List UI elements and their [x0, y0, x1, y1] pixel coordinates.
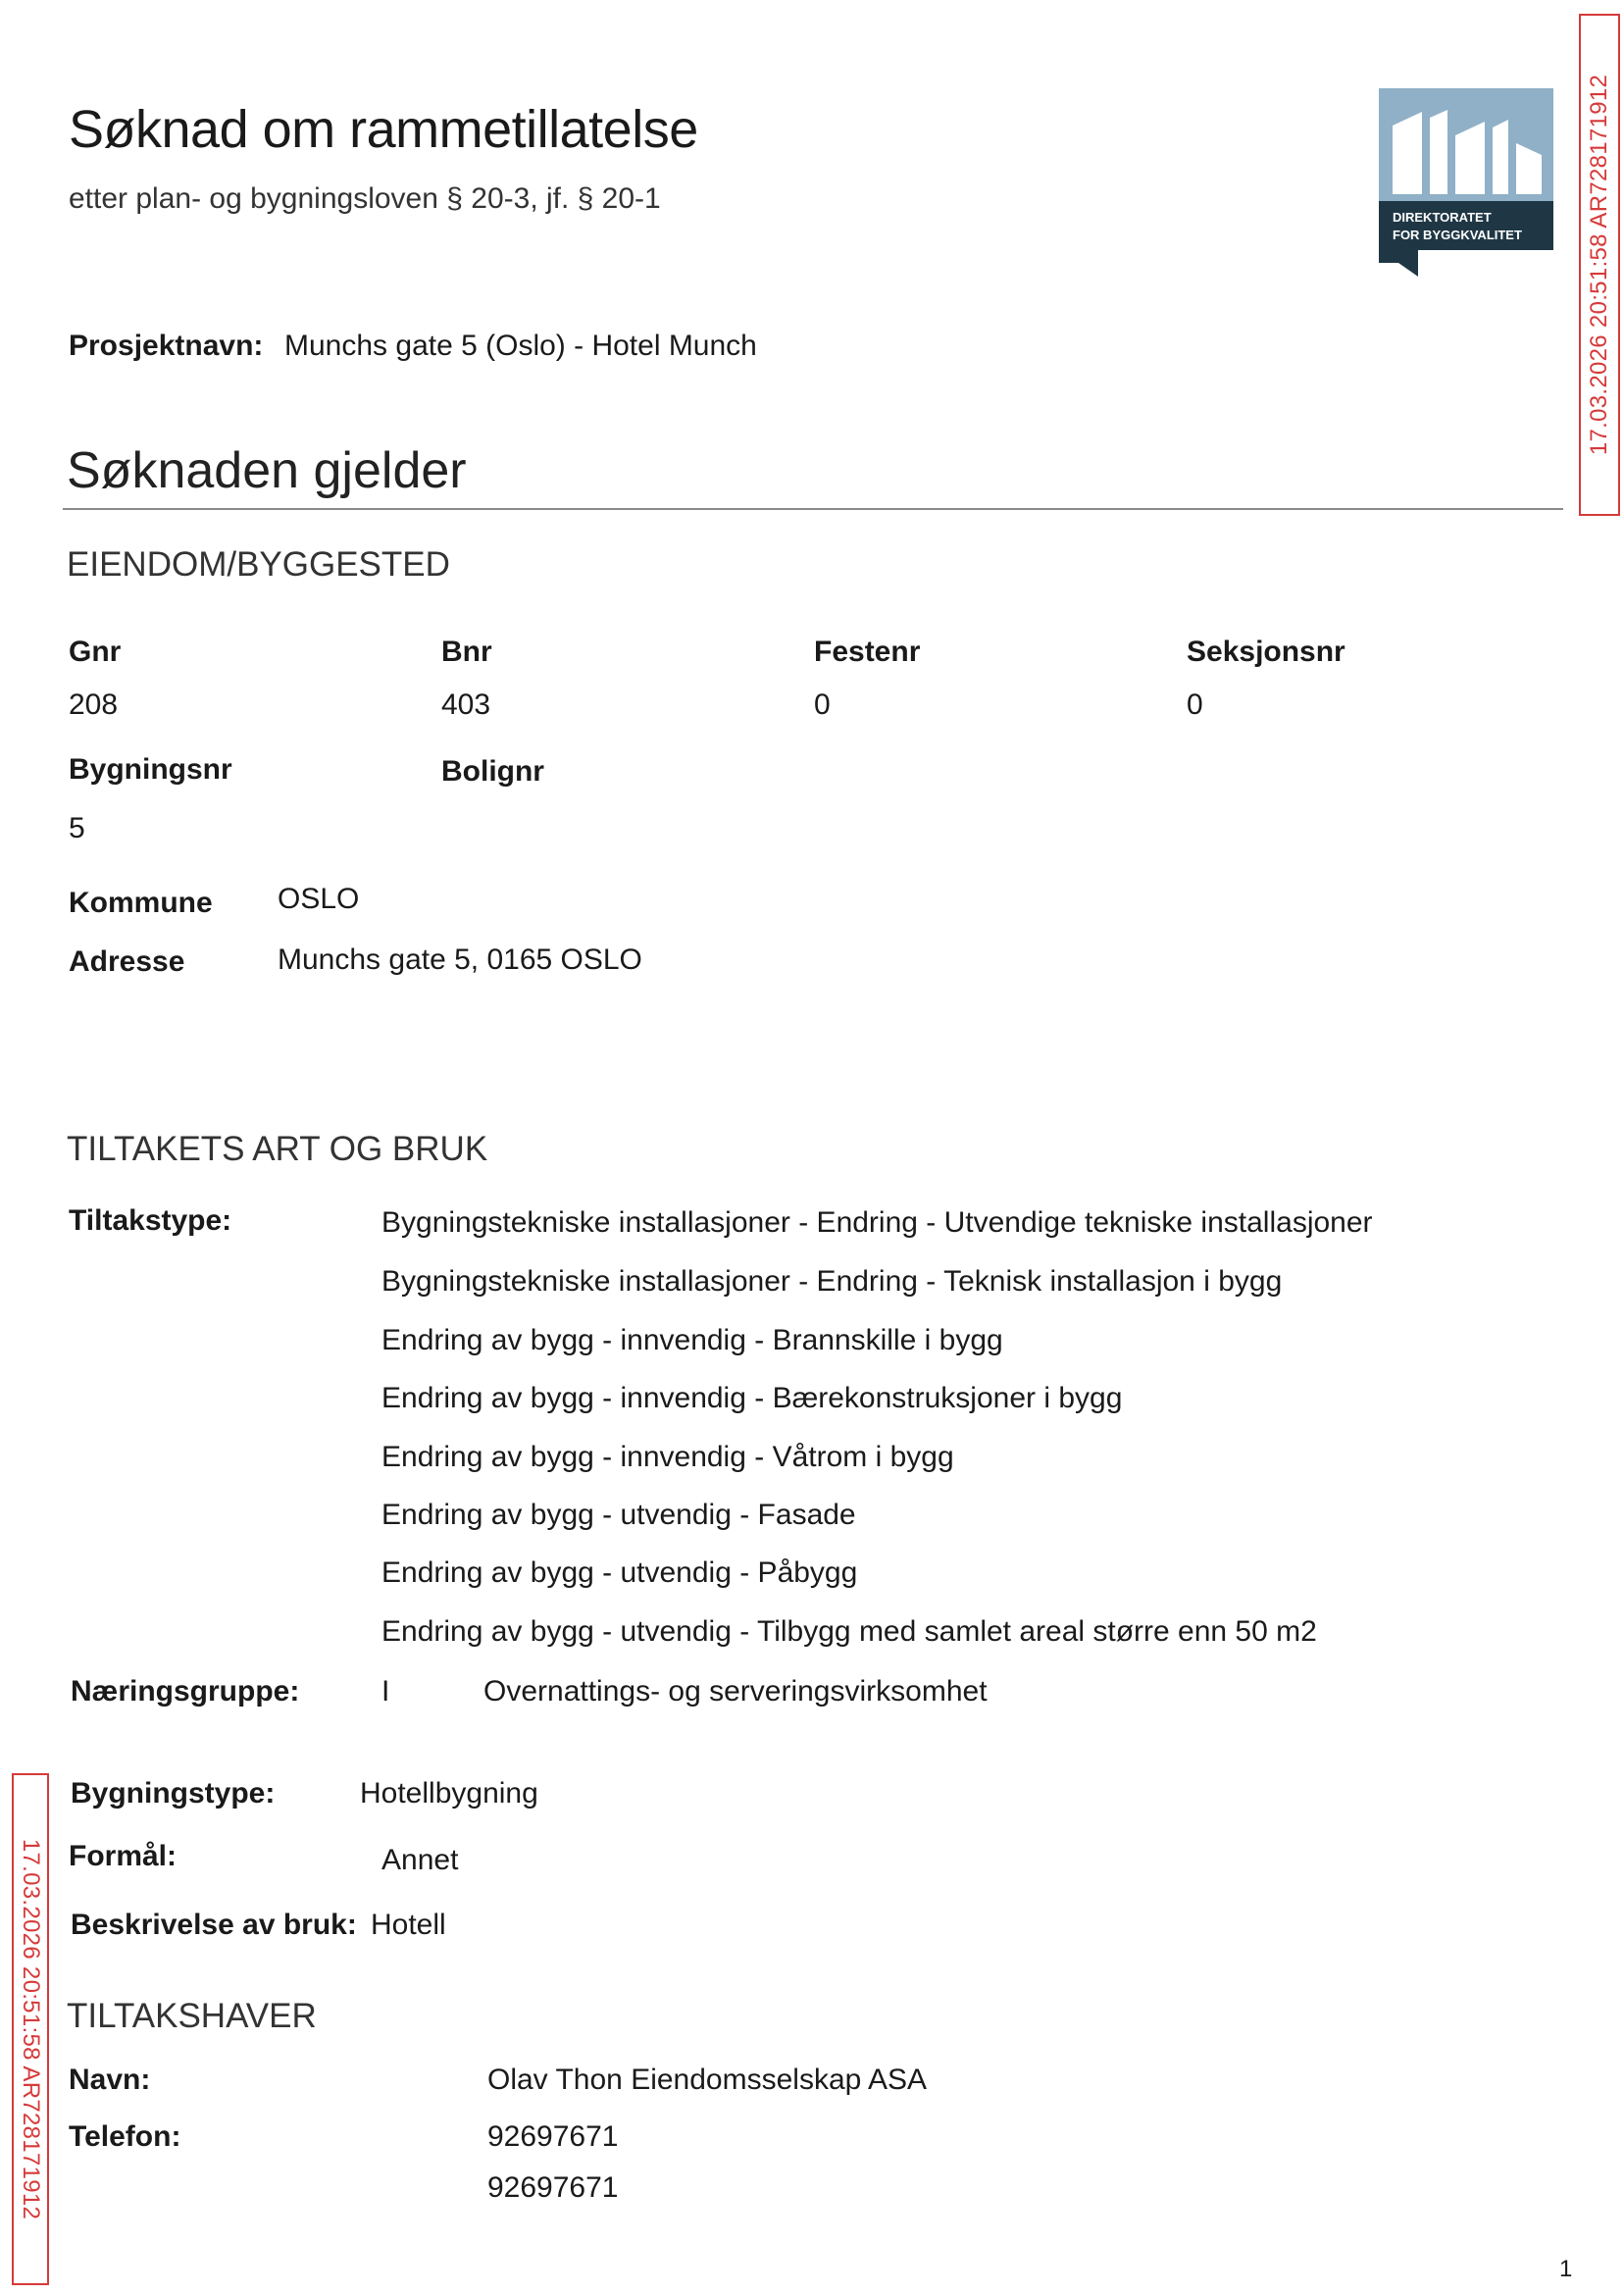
stamp-text: 17.03.2026 20:51:58 AR728171912 — [18, 1838, 45, 2220]
page-number: 1 — [1559, 2256, 1573, 2282]
formal-value: Annet — [381, 1844, 459, 1876]
stamp-text: 17.03.2026 20:51:58 AR728171912 — [1586, 74, 1613, 456]
bolignr-label: Bolignr — [441, 755, 544, 788]
festenr-label: Festenr — [814, 636, 921, 668]
dibk-logo — [1379, 88, 1553, 277]
project-label: Prosjektnavn: — [69, 330, 264, 362]
beskrivelse-value: Hotell — [371, 1909, 446, 1941]
naeringsgruppe-code: I — [381, 1675, 390, 1708]
formal-label: Formål: — [69, 1840, 178, 1872]
tiltakstype-item: Endring av bygg - innvendig - Brannskille i bygg — [381, 1324, 1003, 1356]
kommune-label: Kommune — [69, 887, 213, 919]
section-divider — [63, 508, 1563, 510]
bygningsnr-value: 5 — [69, 812, 85, 844]
bygningstype-value: Hotellbygning — [360, 1777, 538, 1810]
logo-text-line1: DIREKTORATET — [1393, 210, 1492, 225]
timestamp-stamp-left — [12, 1773, 49, 2285]
telefon-label: Telefon: — [69, 2120, 181, 2153]
tiltakstype-item: Bygningstekniske installasjoner - Endring - Utvendige tekniske installasjoner — [381, 1206, 1373, 1239]
festenr-value: 0 — [814, 688, 831, 721]
adresse-value: Munchs gate 5, 0165 OSLO — [278, 943, 642, 976]
bnr-value: 403 — [441, 688, 491, 721]
tiltakstype-item: Bygningstekniske installasjoner - Endring - Teknisk installasjon i bygg — [381, 1265, 1283, 1298]
tiltakshaver-heading: TILTAKSHAVER — [67, 1997, 317, 2035]
tiltakstype-item: Endring av bygg - utvendig - Tilbygg med samlet areal større enn 50 m2 — [381, 1615, 1317, 1648]
building-logo-icon — [1379, 88, 1553, 277]
naeringsgruppe-label: Næringsgruppe: — [71, 1675, 300, 1708]
section-title: Søknaden gjelder — [67, 442, 467, 499]
naeringsgruppe-text: Overnattings- og serveringsvirksomhet — [483, 1675, 988, 1708]
bnr-label: Bnr — [441, 636, 492, 668]
tiltakstype-item: Endring av bygg - innvendig - Våtrom i bygg — [381, 1441, 954, 1473]
kommune-value: OSLO — [278, 883, 360, 915]
eiendom-heading: EIENDOM/BYGGESTED — [67, 545, 450, 584]
tiltakstype-item: Endring av bygg - utvendig - Fasade — [381, 1499, 856, 1531]
navn-value: Olav Thon Eiendomsselskap ASA — [487, 2064, 928, 2096]
document-title: Søknad om rammetillatelse — [69, 100, 698, 159]
tiltakstype-item: Endring av bygg - utvendig - Påbygg — [381, 1556, 858, 1589]
telefon-value-2: 92697671 — [487, 2171, 619, 2204]
adresse-label: Adresse — [69, 945, 185, 978]
tiltakstype-label: Tiltakstype: — [69, 1204, 232, 1237]
beskrivelse-label: Beskrivelse av bruk: — [71, 1909, 357, 1941]
navn-label: Navn: — [69, 2064, 151, 2096]
bygningstype-label: Bygningstype: — [71, 1777, 276, 1810]
project-value: Munchs gate 5 (Oslo) - Hotel Munch — [284, 330, 757, 362]
tiltak-heading: TILTAKETS ART OG BRUK — [67, 1130, 488, 1168]
timestamp-stamp-right — [1579, 14, 1620, 516]
gnr-label: Gnr — [69, 636, 122, 668]
bygningsnr-label: Bygningsnr — [69, 753, 232, 786]
tiltakstype-item: Endring av bygg - innvendig - Bærekonstruksjoner i bygg — [381, 1382, 1123, 1414]
logo-text-line2: FOR BYGGKVALITET — [1393, 228, 1522, 242]
seksjonsnr-label: Seksjonsnr — [1187, 636, 1345, 668]
gnr-value: 208 — [69, 688, 119, 721]
document-subtitle: etter plan- og bygningsloven § 20-3, jf. § 20-1 — [69, 182, 661, 215]
seksjonsnr-value: 0 — [1187, 688, 1203, 721]
telefon-value: 92697671 — [487, 2120, 619, 2153]
